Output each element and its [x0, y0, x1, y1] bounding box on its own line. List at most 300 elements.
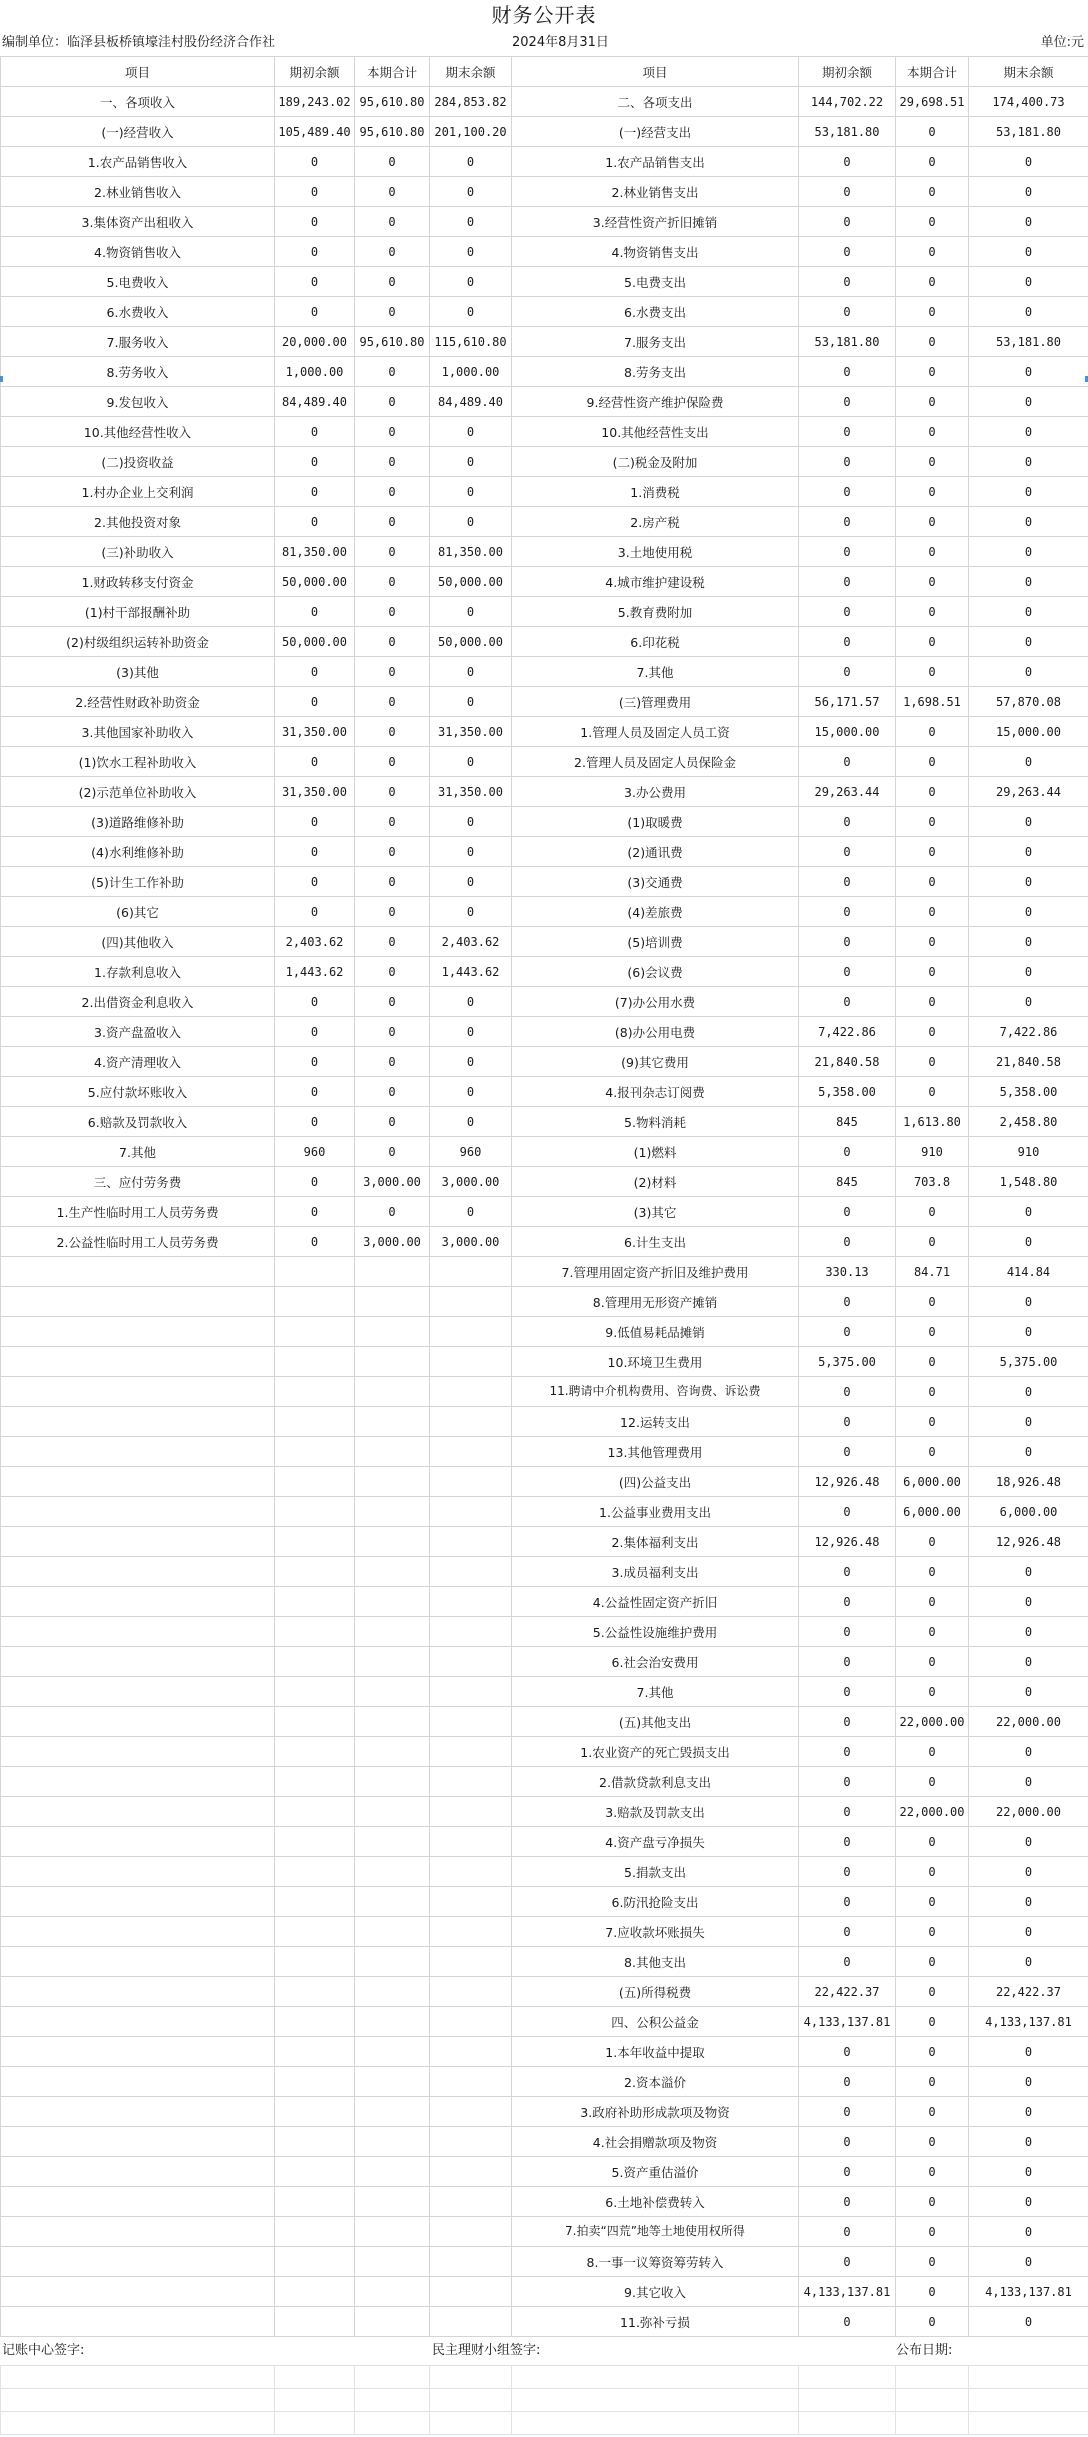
amount-cell: 0: [355, 147, 430, 177]
amount-cell: 0: [355, 357, 430, 387]
item-cell: 10.其他经营性收入: [1, 417, 275, 447]
amount-cell: 4,133,137.81: [799, 2007, 896, 2037]
row-resize-handle[interactable]: [0, 376, 3, 382]
amount-cell: [355, 1917, 430, 1947]
table-row: [1, 1467, 1088, 1497]
amount-cell: 0: [799, 567, 896, 597]
amount-cell: [430, 1887, 512, 1917]
amount-cell: 0: [799, 507, 896, 537]
amount-cell: 0: [430, 1047, 512, 1077]
amount-cell: 56,171.57: [799, 687, 896, 717]
committee-signature-label: 民主理财小组签字:: [432, 2343, 541, 2358]
amount-cell: [355, 2007, 430, 2037]
item-cell: 8.一事一议筹资筹劳转入: [512, 2247, 799, 2277]
item-cell: 2.林业销售支出: [512, 177, 799, 207]
amount-cell: 0: [799, 1707, 896, 1737]
amount-cell: 0: [896, 207, 969, 237]
amount-cell: 0: [896, 2007, 969, 2037]
amount-cell: 0: [969, 2187, 1088, 2217]
amount-cell: 0: [355, 957, 430, 987]
item-cell: 6.水费收入: [1, 297, 275, 327]
table-row: [1, 147, 1088, 177]
item-cell: [1, 1497, 275, 1527]
col-header-period: 本期合计: [355, 57, 430, 87]
table-row: [1, 1107, 1088, 1137]
amount-cell: 0: [896, 2157, 969, 2187]
table-row: [1, 1977, 1088, 2007]
item-cell: 1.管理人员及固定人员工资: [512, 717, 799, 747]
amount-cell: [430, 1317, 512, 1347]
amount-cell: 0: [799, 357, 896, 387]
amount-cell: 0: [275, 687, 355, 717]
amount-cell: 0: [896, 1317, 969, 1347]
item-cell: (一)经营支出: [512, 117, 799, 147]
amount-cell: 0: [799, 2157, 896, 2187]
col-header-opening: 期初余额: [799, 57, 896, 87]
amount-cell: 31,350.00: [275, 777, 355, 807]
item-cell: [1, 1257, 275, 1287]
amount-cell: 0: [355, 447, 430, 477]
amount-cell: [355, 1347, 430, 1377]
amount-cell: 0: [799, 2217, 896, 2247]
item-cell: 5.教育费附加: [512, 597, 799, 627]
table-row: [1, 2217, 1088, 2247]
amount-cell: 0: [430, 807, 512, 837]
amount-cell: 0: [896, 837, 969, 867]
amount-cell: 0: [896, 2187, 969, 2217]
item-cell: [1, 1317, 275, 1347]
table-row: [1, 1527, 1088, 1557]
table-row: [1, 2037, 1088, 2067]
table-row: [1, 627, 1088, 657]
amount-cell: [275, 2277, 355, 2307]
amount-cell: 2,403.62: [430, 927, 512, 957]
amount-cell: [430, 2217, 512, 2247]
amount-cell: 0: [969, 207, 1088, 237]
item-cell: 6.印花税: [512, 627, 799, 657]
amount-cell: 0: [799, 1197, 896, 1227]
item-cell: 2.资本溢价: [512, 2067, 799, 2097]
item-cell: (2)示范单位补助收入: [1, 777, 275, 807]
amount-cell: 0: [896, 237, 969, 267]
amount-cell: 0: [896, 1197, 969, 1227]
item-cell: 3.成员福利支出: [512, 1557, 799, 1587]
item-cell: 1.财政转移支付资金: [1, 567, 275, 597]
amount-cell: 0: [799, 417, 896, 447]
item-cell: [1, 2127, 275, 2157]
table-row: [1, 717, 1088, 747]
amount-cell: 0: [896, 1527, 969, 1557]
amount-cell: 0: [799, 387, 896, 417]
amount-cell: 0: [355, 267, 430, 297]
item-cell: [1, 2307, 275, 2337]
table-row: [1, 2187, 1088, 2217]
amount-cell: 0: [430, 1197, 512, 1227]
amount-cell: 0: [799, 597, 896, 627]
amount-cell: [275, 1527, 355, 1557]
col-header-period: 本期合计: [896, 57, 969, 87]
amount-cell: 0: [275, 147, 355, 177]
amount-cell: 0: [969, 2247, 1088, 2277]
amount-cell: 0: [969, 267, 1088, 297]
amount-cell: [355, 1857, 430, 1887]
item-cell: 4.城市维护建设税: [512, 567, 799, 597]
amount-cell: 0: [799, 2247, 896, 2277]
amount-cell: 0: [969, 927, 1088, 957]
amount-cell: 0: [275, 207, 355, 237]
empty-grid-row: [1, 2412, 1088, 2435]
item-cell: 6.计生支出: [512, 1227, 799, 1257]
item-cell: (4)差旅费: [512, 897, 799, 927]
table-row: [1, 747, 1088, 777]
amount-cell: 95,610.80: [355, 87, 430, 117]
amount-cell: 0: [896, 357, 969, 387]
amount-cell: 0: [430, 1077, 512, 1107]
item-cell: 6.土地补偿费转入: [512, 2187, 799, 2217]
item-cell: 10.其他经营性支出: [512, 417, 799, 447]
item-cell: (3)其他: [1, 657, 275, 687]
amount-cell: [430, 2157, 512, 2187]
amount-cell: 0: [799, 2037, 896, 2067]
amount-cell: 0: [275, 807, 355, 837]
amount-cell: [430, 1497, 512, 1527]
table-row: [1, 1437, 1088, 1467]
item-cell: [1, 2277, 275, 2307]
amount-cell: 0: [969, 477, 1088, 507]
table-row: [1, 1047, 1088, 1077]
table-row: [1, 897, 1088, 927]
amount-cell: 0: [430, 507, 512, 537]
amount-cell: 0: [969, 1947, 1088, 1977]
amount-cell: [275, 1857, 355, 1887]
amount-cell: 0: [355, 537, 430, 567]
item-cell: 9.其它收入: [512, 2277, 799, 2307]
amount-cell: 0: [275, 1077, 355, 1107]
amount-cell: 0: [969, 627, 1088, 657]
report-header: [0, 30, 1088, 56]
amount-cell: 31,350.00: [275, 717, 355, 747]
amount-cell: [275, 1947, 355, 1977]
amount-cell: 0: [896, 2217, 969, 2247]
amount-cell: 0: [275, 447, 355, 477]
amount-cell: 0: [969, 1287, 1088, 1317]
amount-cell: 0: [355, 297, 430, 327]
amount-cell: [355, 2097, 430, 2127]
item-cell: (二)税金及附加: [512, 447, 799, 477]
item-cell: 5.应付款坏账收入: [1, 1077, 275, 1107]
amount-cell: 0: [896, 1827, 969, 1857]
table-row: [1, 1767, 1088, 1797]
item-cell: 8.管理用无形资产摊销: [512, 1287, 799, 1317]
compiling-unit: 编制单位：临泽县板桥镇壕洼村股份经济合作社: [2, 35, 276, 50]
item-cell: 8.劳务支出: [512, 357, 799, 387]
amount-cell: 0: [896, 1737, 969, 1767]
table-row: [1, 837, 1088, 867]
table-row: [1, 1947, 1088, 1977]
amount-cell: 2,458.80: [969, 1107, 1088, 1137]
amount-cell: 0: [969, 357, 1088, 387]
table-header-row: [1, 57, 1088, 87]
item-cell: 4.物资销售收入: [1, 237, 275, 267]
amount-cell: 0: [896, 927, 969, 957]
empty-grid-cell: [275, 2366, 355, 2389]
empty-grid-cell: [896, 2389, 969, 2412]
item-cell: 2.管理人员及固定人员保险金: [512, 747, 799, 777]
amount-cell: 0: [969, 507, 1088, 537]
amount-cell: [355, 2157, 430, 2187]
amount-cell: 0: [275, 1047, 355, 1077]
amount-cell: 0: [969, 897, 1088, 927]
item-cell: [1, 2067, 275, 2097]
amount-cell: 0: [430, 1107, 512, 1137]
amount-cell: [355, 1317, 430, 1347]
table-row: [1, 327, 1088, 357]
amount-cell: 0: [896, 1887, 969, 1917]
amount-cell: [430, 1407, 512, 1437]
amount-cell: 0: [355, 387, 430, 417]
amount-cell: 0: [896, 1377, 969, 1407]
amount-cell: 2,403.62: [275, 927, 355, 957]
item-cell: (7)办公用水费: [512, 987, 799, 1017]
amount-cell: [275, 1917, 355, 1947]
amount-cell: 1,000.00: [430, 357, 512, 387]
col-header-item: 项目: [1, 57, 275, 87]
table-row: [1, 297, 1088, 327]
amount-cell: 0: [799, 2097, 896, 2127]
amount-cell: 0: [896, 1077, 969, 1107]
amount-cell: [275, 1257, 355, 1287]
empty-grid-cell: [275, 2389, 355, 2412]
amount-cell: [275, 1377, 355, 1407]
amount-cell: 4,133,137.81: [969, 2277, 1088, 2307]
item-cell: [1, 1617, 275, 1647]
amount-cell: 0: [355, 837, 430, 867]
amount-cell: 3,000.00: [430, 1227, 512, 1257]
item-cell: (1)村干部报酬补助: [1, 597, 275, 627]
amount-cell: 0: [355, 867, 430, 897]
amount-cell: [355, 1977, 430, 2007]
amount-cell: [430, 1437, 512, 1467]
item-cell: (2)材料: [512, 1167, 799, 1197]
amount-cell: 0: [355, 747, 430, 777]
amount-cell: 0: [275, 1197, 355, 1227]
item-cell: 7.其他: [512, 657, 799, 687]
amount-cell: [355, 1527, 430, 1557]
amount-cell: 0: [896, 447, 969, 477]
amount-cell: 0: [896, 2067, 969, 2097]
amount-cell: 0: [799, 1287, 896, 1317]
amount-cell: 0: [896, 1587, 969, 1617]
finance-table: [0, 56, 1088, 2337]
table-row: [1, 267, 1088, 297]
amount-cell: 7,422.86: [969, 1017, 1088, 1047]
amount-cell: 0: [896, 957, 969, 987]
amount-cell: 0: [275, 477, 355, 507]
item-cell: 3.资产盘盈收入: [1, 1017, 275, 1047]
amount-cell: [275, 1677, 355, 1707]
amount-cell: 0: [969, 597, 1088, 627]
amount-cell: 0: [355, 1137, 430, 1167]
amount-cell: 95,610.80: [355, 327, 430, 357]
amount-cell: 0: [969, 2157, 1088, 2187]
amount-cell: 144,702.22: [799, 87, 896, 117]
amount-cell: 0: [969, 1377, 1088, 1407]
amount-cell: 0: [896, 1287, 969, 1317]
item-cell: [1, 1827, 275, 1857]
amount-cell: 845: [799, 1107, 896, 1137]
amount-cell: 0: [896, 537, 969, 567]
table-row: [1, 387, 1088, 417]
amount-cell: 0: [275, 1227, 355, 1257]
item-cell: [1, 2007, 275, 2037]
amount-cell: 0: [430, 837, 512, 867]
amount-cell: 0: [799, 537, 896, 567]
empty-grid-cell: [430, 2412, 512, 2435]
item-cell: 11.弥补亏损: [512, 2307, 799, 2337]
amount-cell: 0: [430, 597, 512, 627]
item-cell: [1, 1767, 275, 1797]
amount-cell: 0: [896, 507, 969, 537]
amount-cell: 0: [896, 777, 969, 807]
amount-cell: 0: [799, 1557, 896, 1587]
amount-cell: 0: [896, 1017, 969, 1047]
amount-cell: 0: [799, 1137, 896, 1167]
table-row: [1, 567, 1088, 597]
amount-cell: 6,000.00: [896, 1497, 969, 1527]
amount-cell: 22,000.00: [896, 1707, 969, 1737]
amount-cell: 0: [969, 387, 1088, 417]
item-cell: (三)管理费用: [512, 687, 799, 717]
amount-cell: 0: [969, 1857, 1088, 1887]
table-row: [1, 1827, 1088, 1857]
item-cell: [1, 1347, 275, 1377]
amount-cell: 0: [969, 1557, 1088, 1587]
item-cell: 3.土地使用税: [512, 537, 799, 567]
item-cell: (3)交通费: [512, 867, 799, 897]
table-row: [1, 2307, 1088, 2337]
table-row: [1, 1797, 1088, 1827]
amount-cell: [430, 1677, 512, 1707]
empty-grid-cell: [896, 2366, 969, 2389]
empty-grid-cell: [799, 2389, 896, 2412]
table-row: [1, 1257, 1088, 1287]
item-cell: 3.政府补助形成款项及物资: [512, 2097, 799, 2127]
amount-cell: 0: [799, 207, 896, 237]
table-row: [1, 417, 1088, 447]
amount-cell: 0: [896, 567, 969, 597]
amount-cell: [275, 2067, 355, 2097]
empty-grid-cell: [355, 2389, 430, 2412]
amount-cell: 0: [969, 2037, 1088, 2067]
amount-cell: 0: [430, 147, 512, 177]
item-cell: 5.电费收入: [1, 267, 275, 297]
table-row: [1, 957, 1088, 987]
amount-cell: 0: [896, 747, 969, 777]
amount-cell: 21,840.58: [799, 1047, 896, 1077]
amount-cell: [430, 2007, 512, 2037]
amount-cell: [275, 2247, 355, 2277]
amount-cell: 0: [896, 327, 969, 357]
amount-cell: [430, 1947, 512, 1977]
item-cell: 1.农业资产的死亡毁损支出: [512, 1737, 799, 1767]
amount-cell: 0: [430, 867, 512, 897]
amount-cell: 0: [799, 1737, 896, 1767]
amount-cell: 0: [799, 807, 896, 837]
amount-cell: 0: [275, 867, 355, 897]
table-row: [1, 1917, 1088, 1947]
item-cell: 5.资产重估溢价: [512, 2157, 799, 2187]
amount-cell: 0: [799, 837, 896, 867]
table-row: [1, 2067, 1088, 2097]
amount-cell: [275, 2127, 355, 2157]
amount-cell: 0: [896, 657, 969, 687]
amount-cell: [430, 1617, 512, 1647]
amount-cell: 0: [355, 207, 430, 237]
amount-cell: [275, 1557, 355, 1587]
amount-cell: [355, 1707, 430, 1737]
table-row: [1, 87, 1088, 117]
item-cell: (三)补助收入: [1, 537, 275, 567]
amount-cell: 0: [969, 177, 1088, 207]
item-cell: [1, 2157, 275, 2187]
amount-cell: 0: [896, 1347, 969, 1377]
amount-cell: 50,000.00: [275, 567, 355, 597]
amount-cell: 0: [896, 807, 969, 837]
item-cell: (4)水利维修补助: [1, 837, 275, 867]
amount-cell: 53,181.80: [969, 327, 1088, 357]
amount-cell: 0: [355, 717, 430, 747]
amount-cell: 0: [430, 297, 512, 327]
amount-cell: 0: [275, 507, 355, 537]
amount-cell: 115,610.80: [430, 327, 512, 357]
amount-cell: 0: [799, 147, 896, 177]
amount-cell: 0: [430, 687, 512, 717]
table-row: [1, 1077, 1088, 1107]
amount-cell: 960: [275, 1137, 355, 1167]
amount-cell: 703.8: [896, 1167, 969, 1197]
item-cell: 一、各项收入: [1, 87, 275, 117]
amount-cell: 84,489.40: [275, 387, 355, 417]
item-cell: 7.服务收入: [1, 327, 275, 357]
table-row: [1, 927, 1088, 957]
amount-cell: 0: [896, 1677, 969, 1707]
amount-cell: 0: [896, 117, 969, 147]
empty-grid-cell: [1, 2412, 275, 2435]
amount-cell: [430, 2097, 512, 2127]
amount-cell: 0: [969, 1917, 1088, 1947]
amount-cell: 0: [896, 1617, 969, 1647]
amount-cell: 0: [275, 267, 355, 297]
item-cell: (2)村级组织运转补助资金: [1, 627, 275, 657]
amount-cell: 0: [430, 417, 512, 447]
amount-cell: 0: [355, 1077, 430, 1107]
item-cell: 二、各项支出: [512, 87, 799, 117]
empty-sheet-grid: [0, 2365, 1088, 2435]
amount-cell: [275, 1587, 355, 1617]
amount-cell: 0: [799, 1227, 896, 1257]
amount-cell: 0: [896, 897, 969, 927]
amount-cell: [430, 1827, 512, 1857]
amount-cell: 0: [799, 267, 896, 297]
amount-cell: 0: [896, 717, 969, 747]
table-row: [1, 1707, 1088, 1737]
amount-cell: 0: [799, 747, 896, 777]
amount-cell: 0: [275, 1017, 355, 1047]
amount-cell: 0: [969, 957, 1088, 987]
item-cell: 1.公益事业费用支出: [512, 1497, 799, 1527]
amount-cell: 0: [969, 1407, 1088, 1437]
item-cell: 4.公益性固定资产折旧: [512, 1587, 799, 1617]
